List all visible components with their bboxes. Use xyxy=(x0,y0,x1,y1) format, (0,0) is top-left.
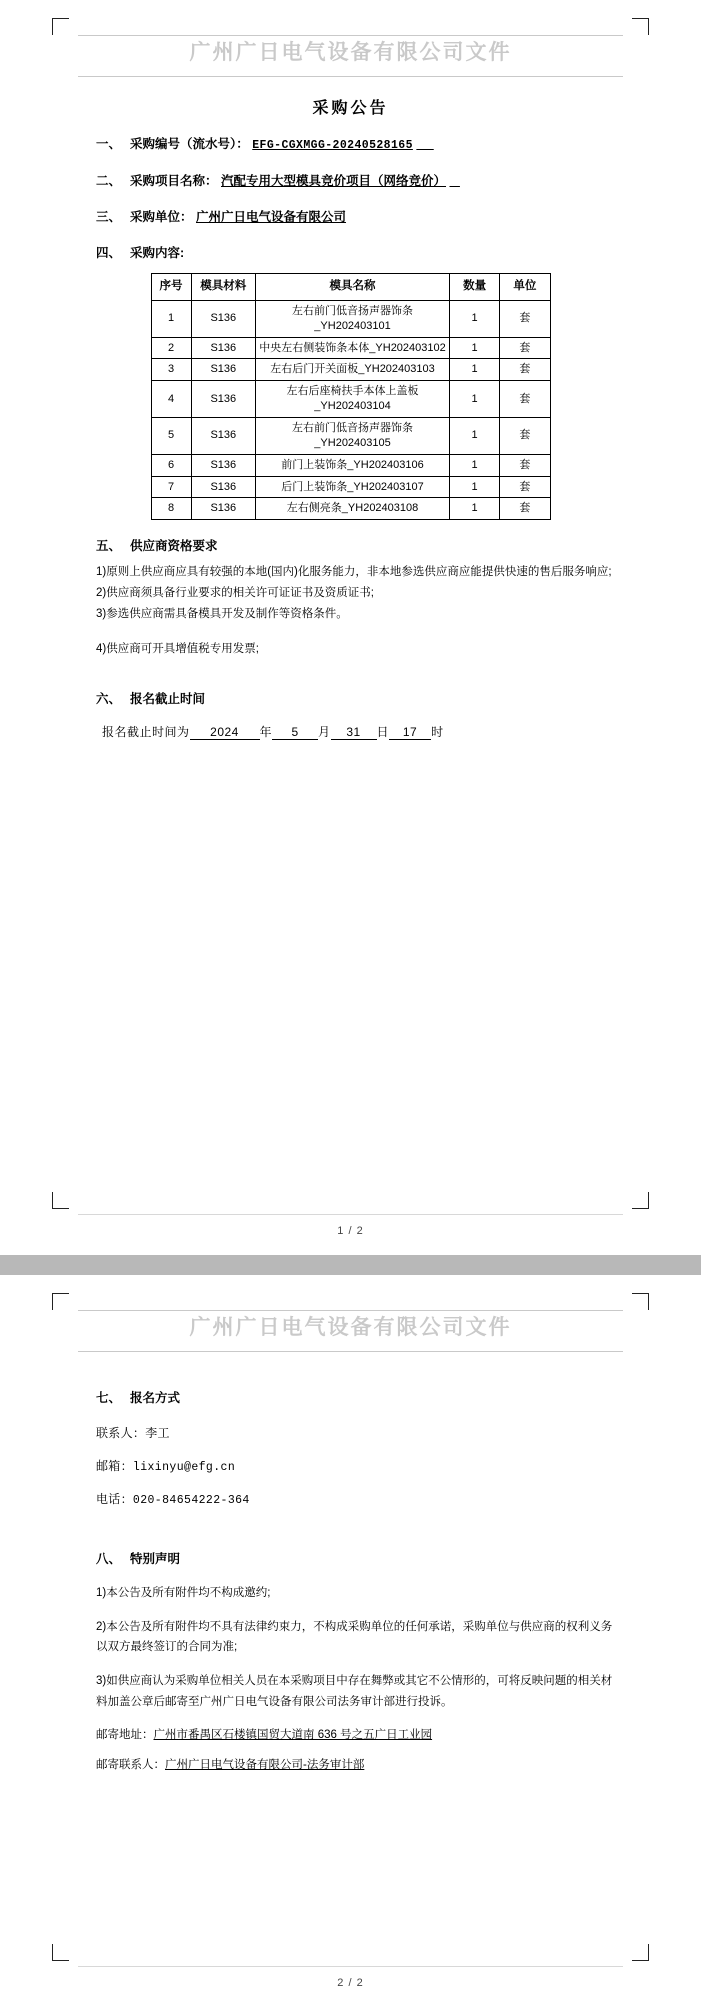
cell-index: 3 xyxy=(151,359,191,381)
clause-item-1 xyxy=(78,134,623,155)
cell-unit: 套 xyxy=(500,359,550,381)
page-title: 采购公告 xyxy=(312,100,389,117)
table-row xyxy=(151,417,550,454)
mail-address-value: 广州市番禺区石楼镇国贸大道南 636 号之五广日工业园 xyxy=(153,1728,433,1741)
table-row xyxy=(151,337,550,359)
clause-title: 报名方式 xyxy=(130,1391,181,1405)
document-header xyxy=(78,1275,623,1352)
deadline-prefix: 报名截止时间为 xyxy=(102,724,190,739)
cell-mould-name: 左右前门低音扬声器饰条_YH202403101 xyxy=(256,300,450,337)
table-row xyxy=(151,300,550,337)
deadline-line xyxy=(78,723,623,740)
deadline-month-unit: 月 xyxy=(318,724,331,739)
clause-number: 二、 xyxy=(96,174,122,189)
table-header-cell: 模具材料 xyxy=(191,274,256,301)
cell-unit: 套 xyxy=(500,300,550,337)
cell-index: 4 xyxy=(151,381,191,418)
clause-title: 特别声明 xyxy=(130,1552,181,1566)
cell-material: S136 xyxy=(191,417,256,454)
contact-person: 联系人：李工 xyxy=(96,1426,170,1440)
cell-material: S136 xyxy=(191,337,256,359)
clause-item-2 xyxy=(78,171,623,191)
mail-contact-line xyxy=(78,1756,623,1772)
purchase-number-blank xyxy=(416,137,433,151)
clause-number: 五、 xyxy=(96,539,122,554)
email-label: 邮箱： xyxy=(96,1459,133,1473)
corner-mark-top-left xyxy=(52,18,69,35)
table-header-cell: 模具名称 xyxy=(256,274,450,301)
cell-mould-name: 左右后门开关面板_YH202403103 xyxy=(256,359,450,381)
cell-quantity: 1 xyxy=(449,300,499,337)
cell-unit: 套 xyxy=(500,476,550,498)
clause-body xyxy=(130,207,623,227)
deadline-month: 5 xyxy=(272,725,318,740)
cell-unit: 套 xyxy=(500,381,550,418)
page-1-content xyxy=(78,0,623,1255)
deadline-hour: 17 xyxy=(389,725,431,740)
cell-quantity: 1 xyxy=(449,359,499,381)
header-rule-bottom xyxy=(78,75,623,77)
clause-item-4 xyxy=(78,243,623,263)
purchase-unit-value: 广州广日电气设备有限公司 xyxy=(196,210,347,225)
clause-label: 采购内容: xyxy=(130,246,185,261)
page-separator xyxy=(0,1255,701,1275)
qualification-item-4: 4)供应商可开具增值税专用发票; xyxy=(96,642,259,655)
clause-number: 四、 xyxy=(96,246,122,261)
clause-title: 报名截止时间 xyxy=(130,691,206,706)
table-header-row xyxy=(151,274,550,301)
table-row xyxy=(151,454,550,476)
clause-number: 三、 xyxy=(96,210,122,225)
table-header-cell: 数量 xyxy=(449,274,499,301)
cell-unit: 套 xyxy=(500,498,550,520)
cell-index: 5 xyxy=(151,417,191,454)
footer-rule xyxy=(78,1214,623,1215)
company-document-title: 广州广日电气设备有限公司文件 xyxy=(189,39,512,64)
cell-quantity: 1 xyxy=(449,381,499,418)
clause-number: 八、 xyxy=(96,1552,122,1566)
cell-material: S136 xyxy=(191,381,256,418)
page-number-1: 1 / 2 xyxy=(337,1225,364,1237)
mail-contact-label: 邮寄联系人： xyxy=(96,1758,165,1771)
qualification-item-3: 3)参选供应商需具备模具开发及制作等资格条件。 xyxy=(96,608,348,621)
deadline-year-unit: 年 xyxy=(259,724,273,739)
clause-item-6 xyxy=(78,689,623,709)
qualification-item-2: 2)供应商须具备行业要求的相关许可证证书及资质证书; xyxy=(96,587,374,600)
project-name-value: 汽配专用大型模具竞价项目（网络竞价） xyxy=(221,174,447,189)
cell-quantity: 1 xyxy=(449,417,499,454)
clause-item-3 xyxy=(78,207,623,227)
clause-body xyxy=(130,134,623,155)
phone-label: 电话： xyxy=(96,1492,133,1506)
purchase-number-value: EFG-CGXMGG-20240528165 xyxy=(252,139,413,152)
corner-mark-top-left xyxy=(52,1293,69,1310)
cell-material: S136 xyxy=(191,454,256,476)
deadline-day-unit: 日 xyxy=(376,724,390,739)
page-2-content xyxy=(78,1275,623,2007)
corner-mark-bottom-left xyxy=(52,1192,69,1209)
cell-mould-name: 左右前门低音扬声器饰条_YH202403105 xyxy=(256,417,450,454)
clause-number: 七、 xyxy=(96,1391,122,1405)
clause-item-8 xyxy=(78,1549,623,1569)
clause-body xyxy=(130,171,623,191)
cell-index: 7 xyxy=(151,476,191,498)
document-page-2 xyxy=(0,1275,701,2007)
table-header-cell: 序号 xyxy=(151,274,191,301)
cell-index: 2 xyxy=(151,337,191,359)
contact-phone xyxy=(78,1490,623,1507)
cell-mould-name: 左右后座椅扶手本体上盖板_YH202403104 xyxy=(256,381,450,418)
cell-index: 1 xyxy=(151,300,191,337)
clause-number: 六、 xyxy=(96,691,122,706)
cell-unit: 套 xyxy=(500,337,550,359)
corner-mark-top-right xyxy=(632,1293,649,1310)
deadline-day: 31 xyxy=(331,725,377,740)
cell-material: S136 xyxy=(191,476,256,498)
table-row xyxy=(151,359,550,381)
cell-unit: 套 xyxy=(500,417,550,454)
table-header-cell: 单位 xyxy=(500,274,550,301)
mail-address-line xyxy=(78,1726,623,1742)
clause-item-7 xyxy=(78,1388,623,1408)
table-row xyxy=(151,476,550,498)
cell-material: S136 xyxy=(191,498,256,520)
cell-quantity: 1 xyxy=(449,337,499,359)
email-value: lixinyu@efg.cn xyxy=(132,1461,236,1474)
cell-quantity: 1 xyxy=(449,498,499,520)
mail-contact-value: 广州广日电气设备有限公司-法务审计部 xyxy=(165,1758,365,1771)
contact-email xyxy=(78,1457,623,1474)
qualification-item-1: 1)原则上供应商应具有较强的本地(国内)化服务能力，非本地参选供应商应能提供快速的售后服务响应; xyxy=(96,566,612,579)
clause-item-5 xyxy=(78,536,623,556)
company-document-title: 广州广日电气设备有限公司文件 xyxy=(189,1314,512,1339)
cell-material: S136 xyxy=(191,359,256,381)
project-name-blank xyxy=(450,174,460,188)
footer-rule xyxy=(78,1966,623,1967)
phone-value: 020-84654222-364 xyxy=(132,1494,250,1507)
corner-mark-bottom-left xyxy=(52,1944,69,1961)
corner-mark-top-right xyxy=(632,18,649,35)
goods-table xyxy=(151,273,551,520)
corner-mark-bottom-right xyxy=(632,1192,649,1209)
table-row xyxy=(151,498,550,520)
cell-mould-name: 左右侧亮条_YH202403108 xyxy=(256,498,450,520)
cell-quantity: 1 xyxy=(449,454,499,476)
page-number-2: 2 / 2 xyxy=(337,1977,364,1989)
cell-material: S136 xyxy=(191,300,256,337)
document-header xyxy=(78,0,623,77)
deadline-hour-unit: 时 xyxy=(431,724,444,739)
statement-item-1: 1)本公告及所有附件均不构成邀约; xyxy=(96,1587,271,1599)
deadline-year: 2024 xyxy=(190,725,260,740)
statement-item-3: 3)如供应商认为采购单位相关人员在本采购项目中存在舞弊或其它不公情形的，可将反映问题的相关材料加盖公章后邮寄至广州广日电气设备有限公司法务审计部进行投诉。 xyxy=(96,1675,613,1708)
header-rule-bottom xyxy=(78,1350,623,1352)
clause-label: 采购项目名称： xyxy=(130,174,218,189)
cell-index: 6 xyxy=(151,454,191,476)
cell-mould-name: 中央左右侧装饰条本体_YH202403102 xyxy=(256,337,450,359)
clause-label: 采购单位： xyxy=(130,210,193,225)
cell-quantity: 1 xyxy=(449,476,499,498)
cell-mould-name: 前门上装饰条_YH202403106 xyxy=(256,454,450,476)
statement-item-2: 2)本公告及所有附件均不具有法律约束力，不构成采购单位的任何承诺，采购单位与供应商的权利义务以双方最终签订的合同为准; xyxy=(96,1621,613,1654)
cell-index: 8 xyxy=(151,498,191,520)
clause-number: 一、 xyxy=(96,137,122,151)
mail-address-label: 邮寄地址： xyxy=(96,1728,154,1741)
clause-title: 供应商资格要求 xyxy=(130,539,218,554)
corner-mark-bottom-right xyxy=(632,1944,649,1961)
clause-label: 采购编号（流水号）： xyxy=(130,137,249,151)
table-row xyxy=(151,381,550,418)
cell-mould-name: 后门上装饰条_YH202403107 xyxy=(256,476,450,498)
cell-unit: 套 xyxy=(500,454,550,476)
